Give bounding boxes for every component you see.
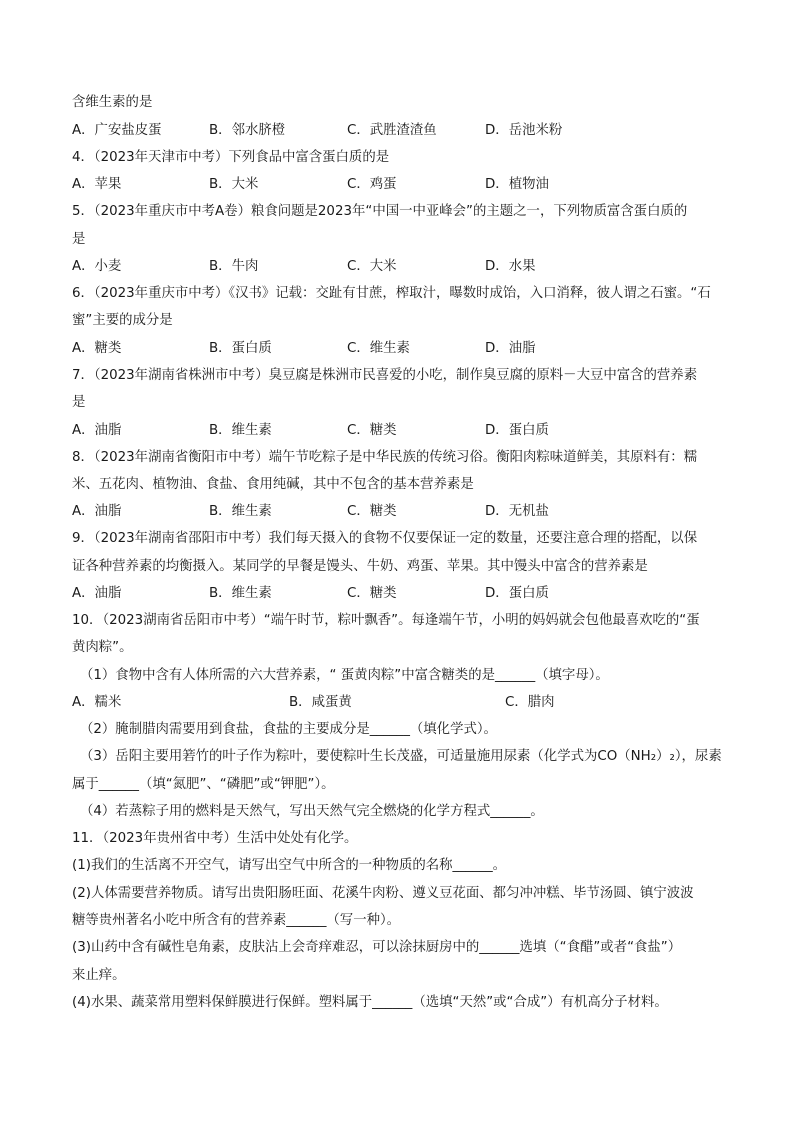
option: B．大米 — [209, 177, 259, 192]
sub-question: （1）食物中含有人体所需的六大营养素，“ 蛋黄肉粽”中富含糖类的是______（填字母）。 — [80, 668, 609, 683]
option: D．油脂 — [485, 341, 536, 356]
option: C．武胜渣渣鱼 — [347, 123, 437, 138]
sub-question: （2）腌制腊肉需要用到食盐，食盐的主要成分是______（填化学式）。 — [80, 722, 497, 737]
question-stem: 10．（2023湖南省岳阳市中考）“端午时节，粽叶飘香”。每逢端午节，小明的妈妈就会包他最喜欢吃的“蛋 — [72, 613, 700, 628]
sub-question: （4）若蒸粽子用的燃料是天然气，写出天然气完全燃烧的化学方程式______。 — [80, 804, 544, 819]
option: C．维生素 — [347, 341, 410, 356]
sub-question: (3)山药中含有碱性皂角素，皮肤沾上会奇痒难忍，可以涂抹厨房中的______选填（“食醋”或者“食盐”） — [72, 940, 682, 955]
option: C．糖类 — [347, 423, 397, 438]
option: D．蛋白质 — [485, 586, 549, 601]
option: A．广安盐皮蛋 — [72, 123, 162, 138]
option: D．无机盐 — [485, 504, 549, 519]
text-line: 来止痒。 — [72, 968, 126, 983]
option: B．牛肉 — [209, 259, 259, 274]
sub-question: (2)人体需要营养物质。请写出贵阳肠旺面、花溪牛肉粉、遵义豆花面、都匀冲冲糕、毕节汤圆、镇宁波波 — [72, 886, 694, 901]
option: A．油脂 — [72, 586, 122, 601]
option: B．咸蛋黄 — [289, 695, 352, 710]
sub-question: （3）岳阳主要用箬竹的叶子作为粽叶，要使粽叶生长茂盛，可适量施用尿素（化学式为CO（NH₂）₂），尿素 — [80, 749, 722, 764]
option: B．维生素 — [209, 423, 272, 438]
text-line: 蜜”主要的成分是 — [72, 313, 173, 328]
option: C．糖类 — [347, 586, 397, 601]
question-stem: 8．（2023年湖南省衡阳市中考）端午节吃粽子是中华民族的传统习俗。衡阳肉粽味道鲜美，其原料有：糯 — [72, 450, 698, 465]
option: B．邻水脐橙 — [209, 123, 286, 138]
text-line: 是 — [72, 232, 86, 247]
question-stem: 9．（2023年湖南省邵阳市中考）我们每天摄入的食物不仅要保证一定的数量，还要注意合理的搭配，以保 — [72, 531, 698, 546]
option: B．维生素 — [209, 586, 272, 601]
option: A．油脂 — [72, 504, 122, 519]
option: A．糖类 — [72, 341, 122, 356]
text-line: 糖等贵州著名小吃中所含有的营养素______（写一种）。 — [72, 913, 401, 928]
sub-question: (1)我们的生活离不开空气，请写出空气中所含的一种物质的名称______。 — [72, 858, 507, 873]
option: D．蛋白质 — [485, 423, 549, 438]
option: A．小麦 — [72, 259, 122, 274]
text-line: 黄肉粽”。 — [72, 640, 133, 655]
option: C．腊肉 — [505, 695, 555, 710]
option: A．油脂 — [72, 423, 122, 438]
option: D．水果 — [485, 259, 536, 274]
text-line: 证各种营养素的均衡摄入。某同学的早餐是馒头、牛奶、鸡蛋、苹果。其中馒头中富含的营养素是 — [72, 559, 648, 574]
question-stem: 5．（2023年重庆市中考A卷）粮食问题是2023年“中国一中亚峰会”的主题之一，下列物质富含蛋白质的 — [72, 204, 688, 219]
text-line: 属于______（填“氮肥”、“磷肥”或“钾肥”）。 — [72, 777, 335, 792]
option: B．维生素 — [209, 504, 272, 519]
option: D．岳池米粉 — [485, 123, 563, 138]
option: C．糖类 — [347, 504, 397, 519]
text-line: 米、五花肉、植物油、食盐、食用纯碱，其中不包含的基本营养素是 — [72, 477, 474, 492]
text-line: 是 — [72, 395, 86, 410]
option: A．苹果 — [72, 177, 122, 192]
option: C．鸡蛋 — [347, 177, 397, 192]
question-stem: 6．（2023年重庆市中考）《汉书》记载：交趾有甘蔗，榨取汁，曝数时成饴，入口消释，彼人谓之石蜜。“石 — [72, 286, 711, 301]
option: A．糯米 — [72, 695, 122, 710]
text-line: 含维生素的是 — [72, 95, 153, 110]
question-stem: 4．（2023年天津市中考）下列食品中富含蛋白质的是 — [72, 150, 390, 165]
question-stem: 11．（2023年贵州省中考）生活中处处有化学。 — [72, 831, 358, 846]
option: D．植物油 — [485, 177, 549, 192]
option: C．大米 — [347, 259, 397, 274]
sub-question: (4)水果、蔬菜常用塑料保鲜膜进行保鲜。塑料属于______（选填“天然”或“合成”）有机高分子材料。 — [72, 995, 668, 1010]
question-stem: 7．（2023年湖南省株洲市中考）臭豆腐是株洲市民喜爱的小吃，制作臭豆腐的原料－大豆中富含的营养素 — [72, 368, 698, 383]
option: B．蛋白质 — [209, 341, 272, 356]
